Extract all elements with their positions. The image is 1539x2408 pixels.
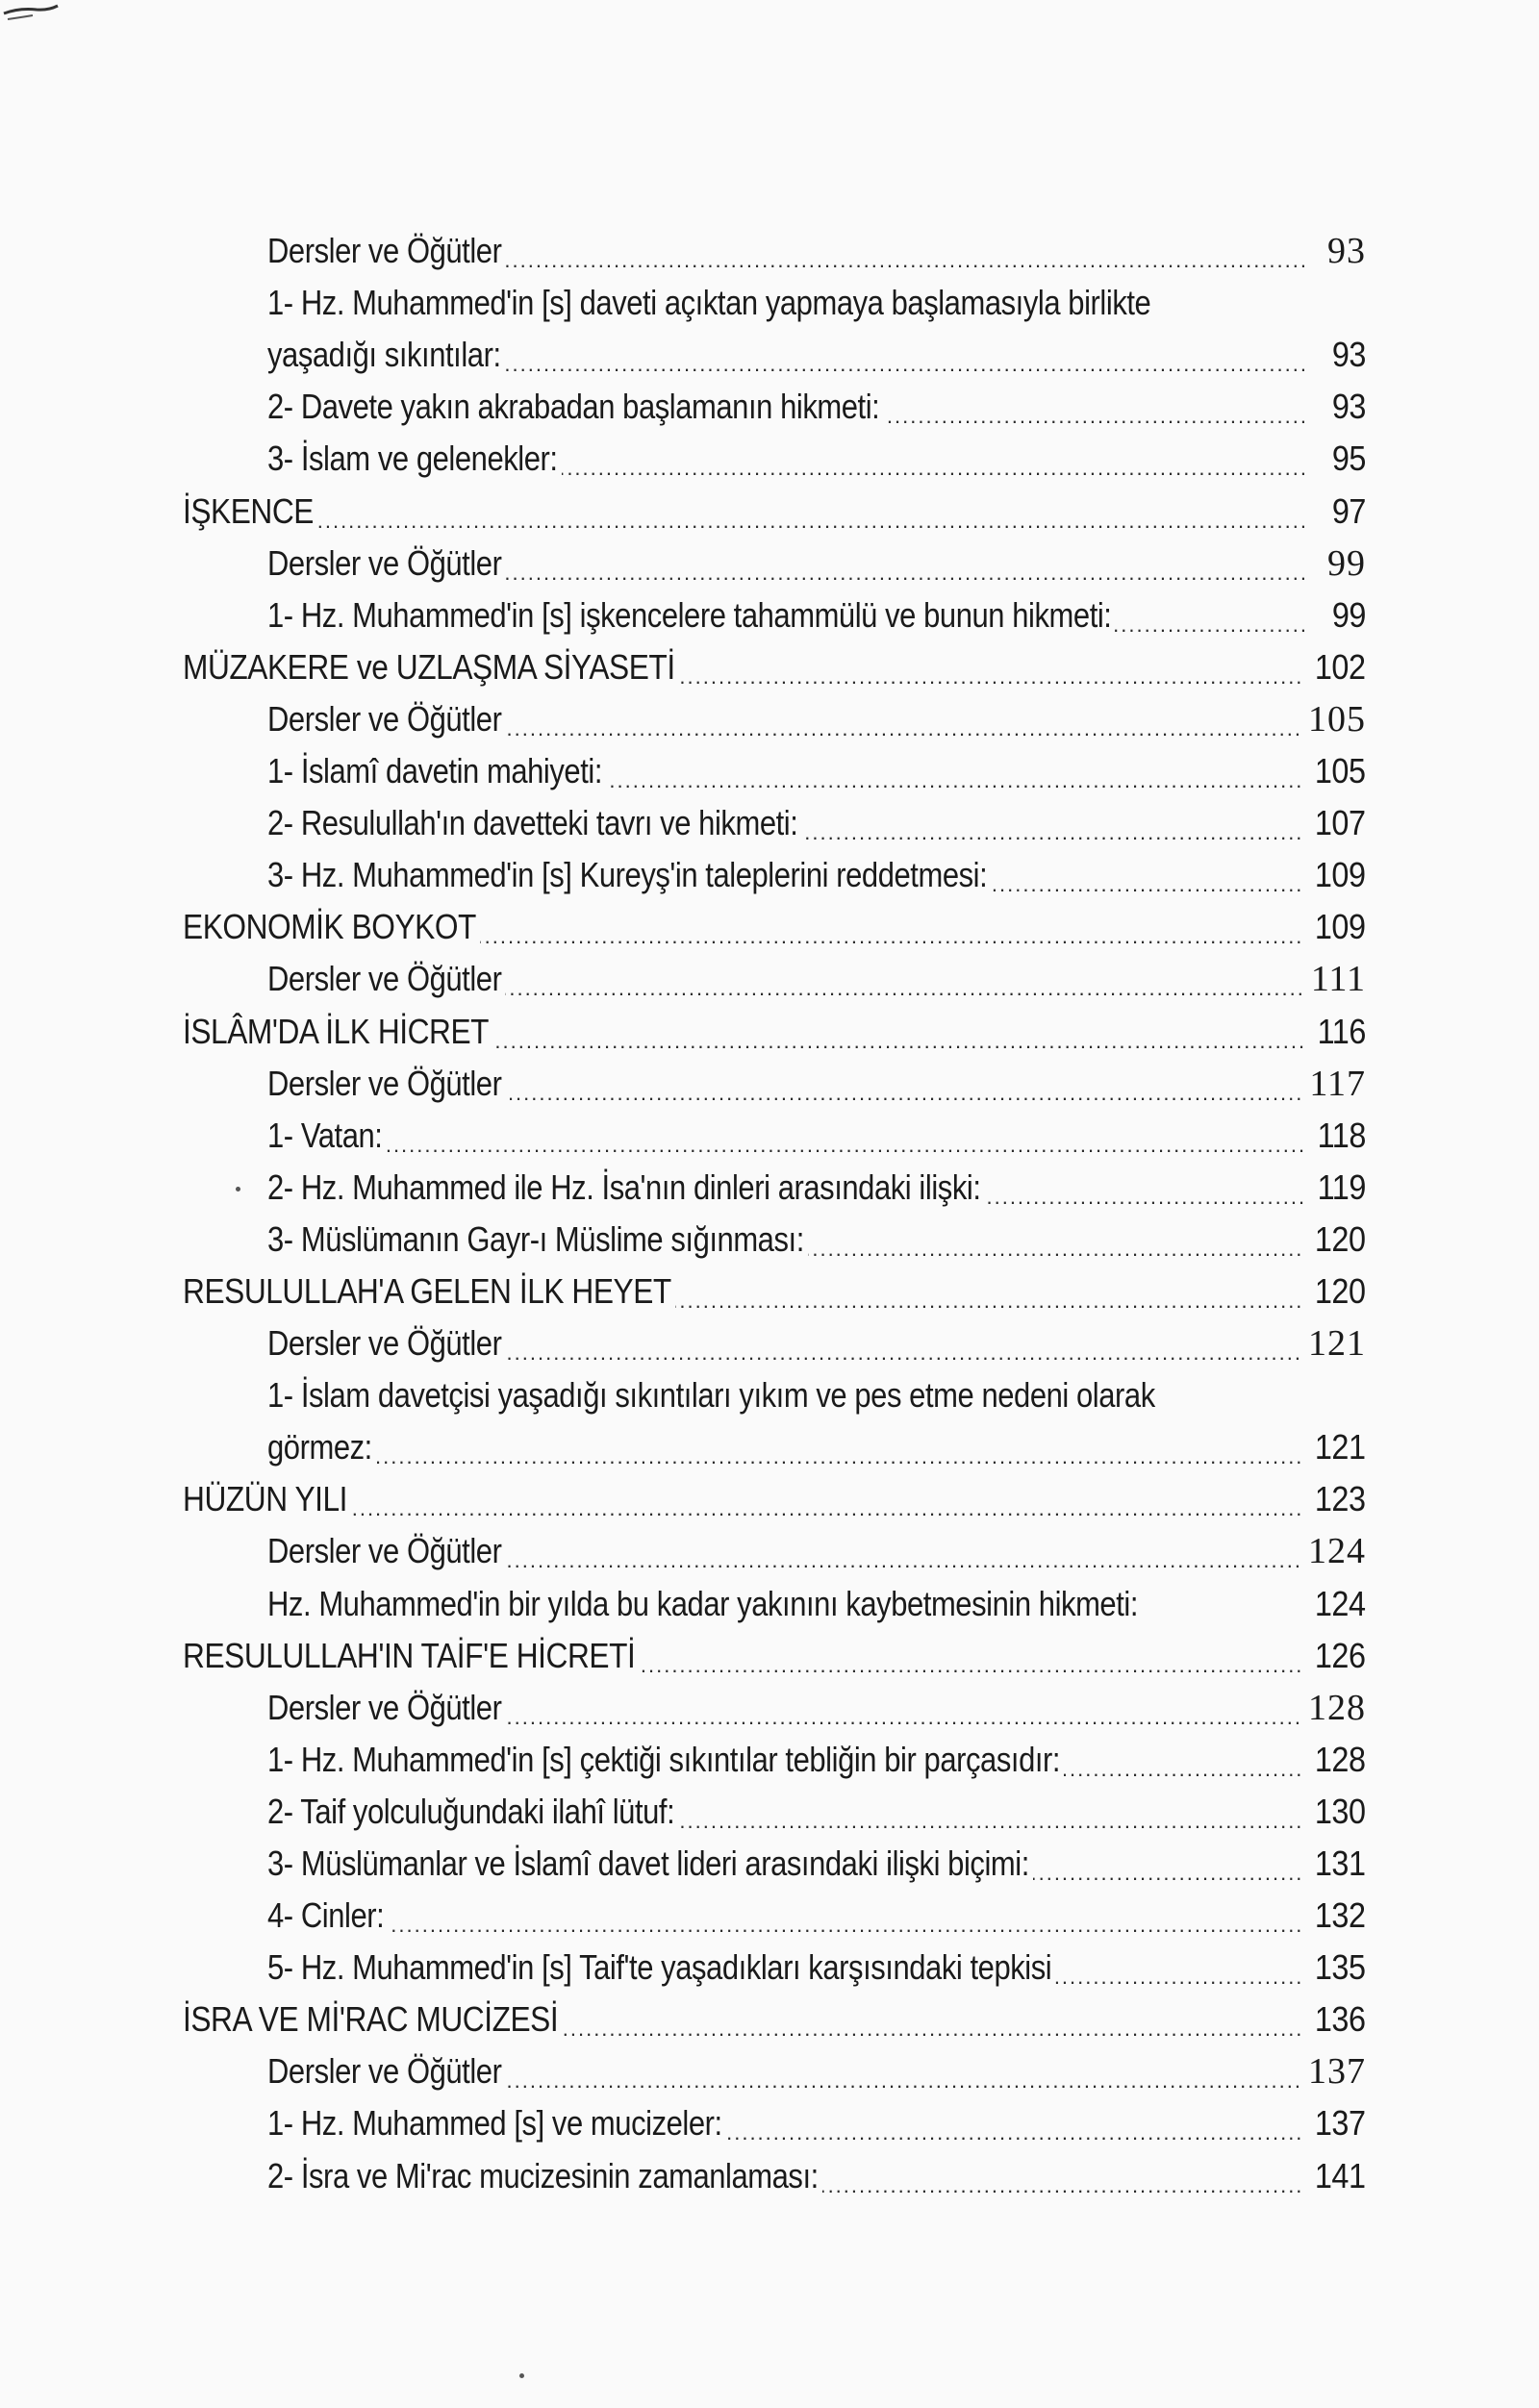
table-of-contents [183,225,1366,2202]
toc-section-row [183,1005,1366,1057]
toc-page-number: 121 [1315,1427,1366,1467]
toc-subsection-row [183,538,1366,589]
toc-entry-title: 3- Müslümanın Gayr-ı Müslime sığınması: [267,1218,804,1259]
toc-entry-title: 2- Davete yakın akrabadan başlamanın hikmeti: [267,387,880,427]
toc-page-number: 141 [1315,2155,1366,2195]
toc-leader-dots [317,486,1308,538]
toc-entry-title: 2- Hz. Muhammed ile Hz. İsa'nın dinleri arasındaki ilişki: [267,1166,981,1207]
toc-subsection-row [183,745,1366,797]
toc-entry-title: Dersler ve Öğütler [267,698,502,739]
toc-entry-title: Dersler ve Öğütler [267,231,502,271]
toc-subsection-row [183,1942,1366,1994]
toc-leader-dots [808,1214,1303,1266]
toc-page-number: 93 [1331,387,1366,427]
toc-leader-dots [505,2045,1302,2097]
toc-page-number: 124 [1315,1583,1366,1623]
toc-subsection-row [183,2097,1366,2149]
toc-page-number: 136 [1315,1999,1366,2040]
toc-page-number: 105 [1315,751,1366,791]
toc-subsection-row [183,1682,1366,1734]
toc-entry-title: RESULULLAH'IN TAİF'E HİCRETİ [183,1635,636,1675]
toc-leader-dots [505,1317,1302,1369]
toc-leader-dots [1115,589,1308,641]
toc-entry-title: Dersler ve Öğütler [267,1687,502,1727]
toc-entry-title: 3- Hz. Muhammed'in [s] Kureyş'in taleplerini reddetmesi: [267,855,988,895]
toc-page-number: 120 [1315,1270,1366,1311]
toc-leader-dots [387,1110,1307,1162]
toc-entry-title: Dersler ve Öğütler [267,2051,502,2092]
toc-page-number: 128 [1315,1739,1366,1779]
toc-entry-title: 1- İslamî davetin mahiyeti: [267,751,603,791]
toc-entry-title: Dersler ve Öğütler [267,542,502,583]
toc-subsection-row [183,849,1366,901]
toc-leader-dots [492,1006,1306,1058]
toc-page-number: 132 [1315,1895,1366,1936]
toc-subsection-row [183,1525,1366,1577]
toc-section-row [183,1630,1366,1682]
toc-leader-dots [376,1421,1303,1473]
toc-leader-dots [562,433,1308,485]
toc-subsection-row [183,381,1366,433]
toc-section-row [183,641,1366,693]
toc-leader-dots [505,1058,1303,1110]
toc-entry-title: 1- Vatan: [267,1115,383,1155]
toc-subsection-row [183,953,1366,1005]
toc-entry-title: İSRA VE Mİ'RAC MUCİZESİ [183,1999,559,2040]
toc-entry-title: 2- İsra ve Mi'rac mucizesinin zamanlaması: [267,2155,819,2195]
toc-section-row [183,1266,1366,1317]
stray-ink-dot [236,1187,240,1191]
toc-page-number: 109 [1315,855,1366,895]
toc-leader-dots [505,953,1304,1005]
toc-page-number: 124 [1308,1531,1366,1572]
toc-subsection-row [183,225,1366,277]
toc-page-number: 93 [1327,231,1366,272]
toc-entry-title: İSLÂM'DA İLK HİCRET [183,1011,490,1051]
toc-leader-dots [388,1890,1303,1942]
toc-page-number: 117 [1309,1063,1366,1104]
toc-subsection-row [183,1421,1366,1473]
toc-page-number: 102 [1315,646,1366,687]
toc-leader-dots [822,2150,1304,2202]
toc-subsection-row [183,1838,1366,1890]
toc-page-number: 126 [1315,1635,1366,1675]
toc-leader-dots [984,1162,1306,1214]
toc-entry-title: yaşadığı sıkıntılar: [267,335,501,375]
toc-entry-title: EKONOMİK BOYKOT [183,907,476,947]
toc-entry-title: MÜZAKERE ve UZLAŞMA SİYASETİ [183,646,675,687]
toc-subsection-row [183,797,1366,849]
toc-page-number: 119 [1317,1166,1366,1207]
toc-leader-dots [1064,1734,1304,1786]
toc-page-number: 105 [1308,698,1366,740]
toc-section-row [183,1473,1366,1525]
toc-page-number: 118 [1317,1115,1366,1155]
toc-entry-title: Dersler ve Öğütler [267,1323,502,1364]
corner-ink-mark [0,0,67,29]
toc-subsection-row [183,693,1366,745]
toc-page-number: 120 [1315,1218,1366,1259]
toc-page-number: 99 [1327,542,1366,584]
toc-leader-dots [883,381,1308,433]
toc-subsection-row [183,1734,1366,1786]
toc-subsection-row [183,1162,1366,1214]
toc-page-number: 135 [1315,1947,1366,1988]
toc-subsection-row [183,1058,1366,1110]
toc-leader-dots [678,641,1303,693]
toc-subsection-row [183,1369,1366,1421]
toc-entry-title: 1- Hz. Muhammed'in [s] daveti açıktan yapmaya başlamasıyla birlikte [267,283,1151,323]
toc-leader-dots [505,538,1308,589]
toc-leader-dots [1055,1942,1303,1994]
toc-entry-title: Dersler ve Öğütler [267,1063,502,1103]
toc-subsection-row [183,1317,1366,1369]
toc-entry-title: 1- Hz. Muhammed'in [s] çektiği sıkıntılar tebliğin bir parçasıdır: [267,1739,1061,1779]
toc-entry-title: görmez: [267,1427,372,1467]
toc-leader-dots [991,849,1303,901]
toc-entry-title: Dersler ve Öğütler [267,1531,502,1571]
toc-entry-title: RESULULLAH'A GELEN İLK HEYET [183,1270,671,1311]
toc-section-row [183,1994,1366,2045]
toc-entry-title: 1- Hz. Muhammed [s] ve mucizeler: [267,2103,722,2144]
toc-page-number: 137 [1308,2051,1366,2093]
toc-entry-title: 2- Taif yolculuğundaki ilahî lütuf: [267,1791,675,1831]
toc-subsection-row [183,1110,1366,1162]
toc-subsection-row [183,1577,1366,1629]
toc-page-number: 97 [1331,490,1366,531]
toc-entry-title: 1- Hz. Muhammed'in [s] işkencelere tahammülü ve bunun hikmeti: [267,594,1112,635]
toc-leader-dots [801,797,1303,849]
toc-leader-dots [675,1266,1304,1317]
toc-page-number: 109 [1315,907,1366,947]
toc-subsection-row [183,589,1366,641]
toc-page-number: 116 [1317,1011,1366,1051]
toc-subsection-row [183,277,1366,329]
toc-page-number: 131 [1315,1844,1366,1883]
toc-leader-dots [726,2097,1303,2149]
toc-page-number: 111 [1310,959,1366,1000]
toc-page-number: 93 [1331,335,1366,375]
toc-entry-title: HÜZÜN YILI [183,1479,348,1519]
toc-leader-dots [505,693,1302,745]
toc-entry-title: İŞKENCE [183,490,315,531]
toc-page-number: 99 [1331,594,1366,635]
toc-entry-title: 5- Hz. Muhammed'in [s] Taif'te yaşadıkları karşısındaki tepkisi [267,1947,1052,1988]
toc-subsection-row [183,1214,1366,1266]
stray-ink-dot [519,2373,524,2378]
toc-page-number: 123 [1315,1479,1366,1519]
toc-entry-title: 4- Cinler: [267,1895,385,1936]
toc-entry-title: 1- İslam davetçisi yaşadığı sıkıntıları yıkım ve pes etme nedeni olarak [267,1375,1155,1416]
toc-page-number: 137 [1315,2103,1366,2144]
toc-leader-dots [351,1473,1304,1525]
toc-leader-dots [505,225,1308,277]
toc-leader-dots [505,1682,1302,1734]
toc-page-number: 95 [1331,439,1366,479]
toc-leader-dots [678,1786,1303,1838]
toc-entry-title: 2- Resulullah'ın davetteki tavrı ve hikmeti: [267,803,798,843]
toc-section-row [183,485,1366,537]
toc-leader-dots [505,1525,1302,1577]
toc-subsection-row [183,2149,1366,2201]
toc-entry-title: 3- Müslümanlar ve İslamî davet lideri arasındaki ilişki biçimi: [267,1844,1029,1883]
toc-entry-title: Hz. Muhammed'in bir yılda bu kadar yakınını kaybetmesinin hikmeti: [267,1583,1139,1623]
toc-subsection-row [183,433,1366,485]
toc-leader-dots [480,901,1303,953]
toc-entry-title: Dersler ve Öğütler [267,959,502,999]
toc-page-number: 107 [1315,803,1366,843]
toc-subsection-row [183,1890,1366,1942]
toc-leader-dots [505,329,1308,381]
toc-section-row [183,901,1366,953]
toc-page-number: 128 [1308,1687,1366,1728]
toc-subsection-row [183,329,1366,381]
toc-entry-title: 3- İslam ve gelenekler: [267,439,558,479]
toc-subsection-row [183,2045,1366,2097]
toc-page-number: 121 [1308,1323,1366,1365]
toc-leader-dots [640,1630,1304,1682]
toc-leader-dots [562,1994,1304,2045]
toc-page-number: 130 [1315,1791,1366,1831]
toc-leader-dots [1033,1838,1303,1890]
toc-subsection-row [183,1786,1366,1838]
toc-leader-dots [606,745,1303,797]
